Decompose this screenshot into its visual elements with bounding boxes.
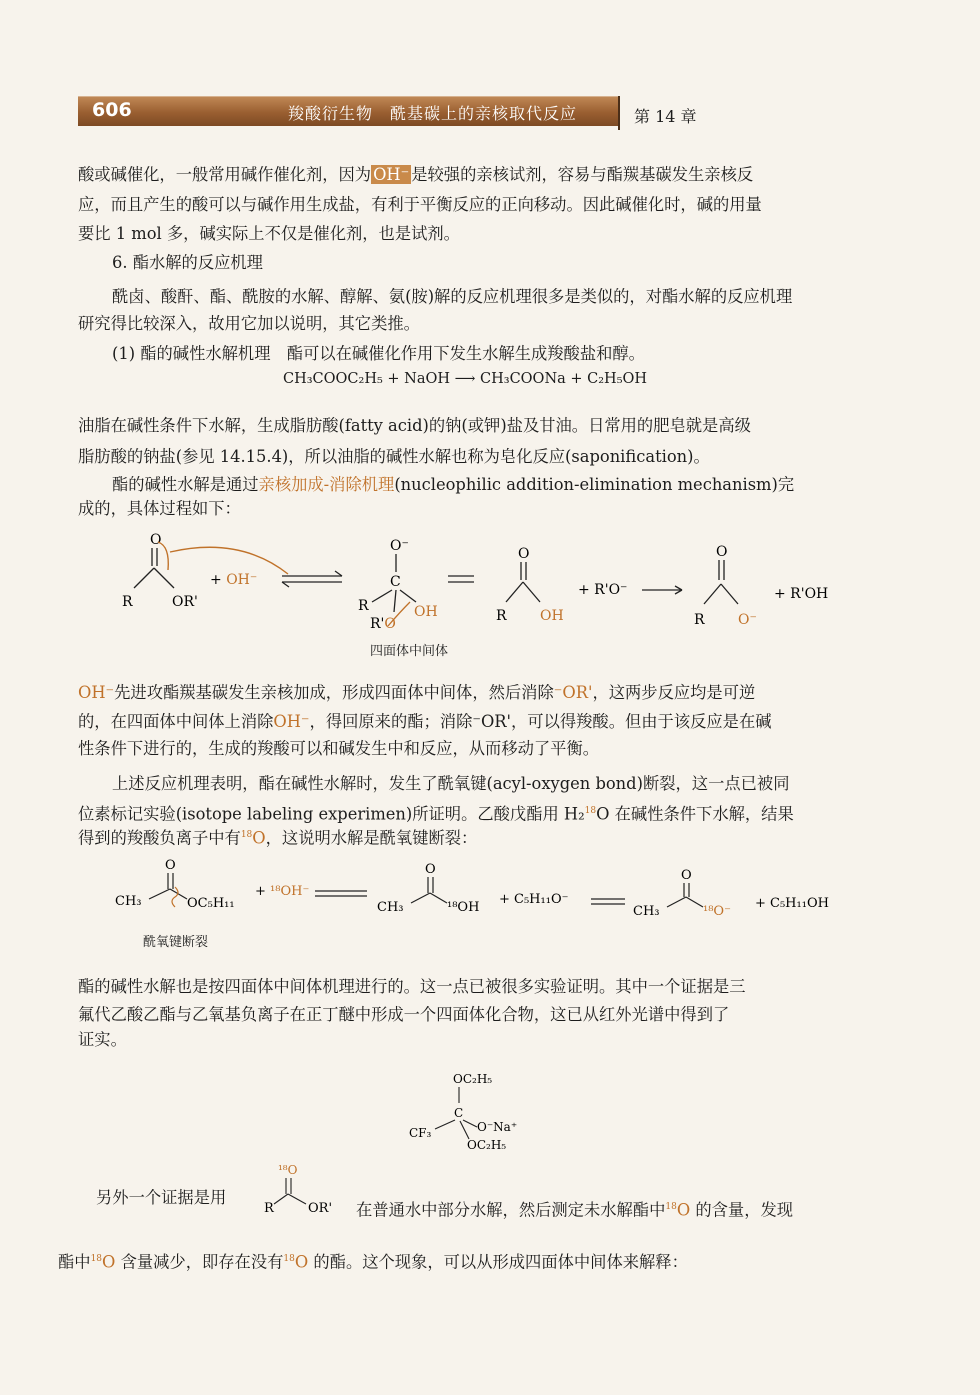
cleavage-caption: 酰氧键断裂 [143, 935, 209, 950]
group-r: R [122, 594, 133, 610]
ch3: CH₃ [115, 894, 142, 909]
bond [430, 893, 447, 903]
isotope-o: O [252, 828, 266, 848]
text: 得到的羧酸负离子中有 [78, 828, 241, 848]
term-highlight: 亲核加成-消除机理 [258, 475, 395, 494]
bond [134, 568, 154, 588]
electron-arrow [388, 602, 410, 626]
oc5h11: OC₅H₁₁ [187, 896, 235, 911]
para2-line1: 酰卤、酸酐、酯、酰胺的水解、醇解、氨(胺)解的反应机理很多是类似的，对酯水解的反应机理 [112, 287, 793, 306]
mechanism-scheme [110, 530, 870, 660]
page-number: 606 [92, 99, 132, 121]
bond [149, 889, 170, 899]
bond [154, 568, 174, 588]
para10-line [58, 1246, 688, 1276]
bond [288, 1194, 306, 1204]
tetrahedral-caption: 四面体中间体 [370, 644, 449, 659]
group-or: OR' [172, 594, 198, 610]
plus-oh: + OH⁻ [210, 572, 258, 588]
text: 酯中 [58, 1252, 91, 1272]
bond [704, 584, 721, 604]
bond [686, 897, 703, 907]
isotope-label: 18 [283, 1254, 295, 1264]
bond [460, 1121, 469, 1139]
carboxylate-18o: ¹⁸O⁻ [703, 904, 731, 919]
text: 的含量，发现 [690, 1200, 794, 1220]
bond [435, 1120, 455, 1129]
isotope-label: 18 [665, 1202, 677, 1212]
group-or: OR' [308, 1201, 333, 1216]
isotope-label: 18 [584, 806, 597, 816]
para7-line1: 上述反应机理表明，酯在碱性水解时，发生了酰氧键(acyl-oxygen bond)断裂，这一点已被同 [112, 774, 790, 793]
group-oh: OH [414, 604, 438, 620]
atom-c: C [390, 574, 401, 590]
arrowhead [335, 571, 342, 576]
chapter-label: 第 14 章 [634, 107, 697, 126]
para4-line2: 脂肪酸的钠盐(参见 14.15.4)，所以油脂的碱性水解也称为皂化反应(saponification)。 [78, 447, 710, 466]
para1-line2: 应，而且产生的酸可以与碱作用生成盐，有利于平衡反应的正向移动。因此碱催化时，碱的用量 [78, 195, 762, 214]
bond [667, 897, 686, 907]
para7-line3 [78, 822, 477, 852]
oh-highlight: OH⁻ [78, 683, 115, 702]
o-na: O⁻Na⁺ [477, 1120, 518, 1134]
text: 在普通水中部分水解，然后测定未水解酯中 [356, 1200, 666, 1220]
bond [400, 590, 416, 602]
isotope-scheme [115, 855, 855, 925]
o-minus: O⁻ [390, 538, 409, 554]
highlight-oh: OH⁻ [373, 165, 410, 184]
bond [394, 590, 396, 612]
header-divider [618, 96, 620, 130]
section-heading: 6. 酯水解的反应机理 [112, 253, 263, 272]
para6-line2 [78, 708, 772, 736]
text: 是较强的亲核试剂，容易与酯羰基碳发生亲核反 [411, 165, 754, 184]
bond [411, 893, 430, 903]
or-highlight: ⁻OR' [553, 683, 593, 702]
equation-saponification: CH₃COOC₂H₅ + NaOH ⟶ CH₃COONa + C₂H₅OH [283, 371, 648, 387]
oh-highlight: OH⁻ [273, 712, 310, 731]
atom-o: O [681, 868, 692, 883]
para8-line2: 氟代乙酸乙酯与乙氧基负离子在正丁醚中形成一个四面体化合物，这已从红外光谱中得到了 [78, 1005, 730, 1024]
bond [170, 889, 187, 899]
bond [372, 590, 392, 602]
group-r: R [694, 612, 705, 628]
isotope-o: ¹⁸O [278, 1163, 298, 1177]
para2-line2: 研究得比较深入，故用它加以说明，其它类推。 [78, 314, 420, 333]
cf3: CF₃ [409, 1126, 432, 1140]
text: ，这说明水解是酰氧键断裂： [265, 828, 478, 848]
para1-line3: 要比 1 mol 多，碱实际上不仅是催化剂，也是试剂。 [78, 224, 460, 243]
text: ，得回原来的酯；消除⁻OR'，可以得羧酸。但由于该反应是在碱 [309, 712, 772, 731]
text: 酸或碱催化，一般常用碱作催化剂，因为 [78, 165, 372, 184]
para4-line1: 油脂在碱性条件下水解，生成脂肪酸(fatty acid)的钠(或钾)盐及甘油。日常用的肥皂就是高级 [78, 416, 751, 435]
group-r: R [358, 598, 369, 614]
bond [463, 1120, 477, 1127]
plus-c5h11o: + C₅H₁₁O⁻ [499, 892, 569, 907]
atom-o: O [165, 858, 176, 873]
arrowhead [282, 582, 289, 587]
labeled-ester [262, 1160, 352, 1220]
isotope-o: O [102, 1252, 116, 1272]
para8-line1: 酯的碱性水解也是按四面体中间体机理进行的。这一点已被很多实验证明。其中一个证据是三 [78, 977, 746, 996]
text: 的，在四面体中间体上消除 [78, 712, 274, 731]
ch3: CH₃ [377, 900, 404, 915]
atom-o: O [425, 862, 436, 877]
acid-18oh: ¹⁸OH [447, 900, 480, 915]
group-oh: OH [540, 608, 564, 624]
group-ro: R'O [370, 616, 396, 632]
electron-arrow [170, 547, 288, 574]
atom-o: O [150, 532, 162, 548]
bond [274, 1194, 288, 1204]
para5-line2: 成的，具体过程如下： [78, 499, 241, 518]
para1-line1 [78, 161, 753, 189]
para3-line: (1) 酯的碱性水解机理 酯可以在碱催化作用下发生水解生成羧酸盐和醇。 [112, 344, 645, 363]
text: ，这两步反应均是可逆 [592, 683, 756, 702]
para6-line3: 性条件下进行的，生成的羧酸可以和碱发生中和反应，从而移动了平衡。 [78, 739, 600, 758]
text: O 在碱性条件下水解，结果 [596, 804, 794, 824]
group-r: R [264, 1201, 274, 1216]
bond [523, 582, 540, 602]
text: 的酯。这个现象，可以从形成四面体中间体来解释： [308, 1252, 688, 1272]
tetrahedral-compound [405, 1065, 565, 1155]
o-minus: O⁻ [738, 612, 757, 628]
isotope-label: 18 [90, 1254, 103, 1264]
atom-o: O [518, 546, 530, 562]
bond-cleavage-mark [172, 887, 178, 907]
plus-c5h11oh: + C₅H₁₁OH [755, 896, 829, 911]
isotope-o: O [676, 1200, 691, 1220]
plus-18oh: + ¹⁸OH⁻ [255, 884, 310, 899]
text: (nucleophilic addition-elimination mechanism)完 [394, 475, 795, 494]
text: 先进攻酯羰基碳发生亲核加成，形成四面体中间体，然后消除 [114, 683, 554, 702]
atom-c: C [454, 1106, 464, 1120]
plus-roh: + R'OH [774, 586, 829, 602]
para9-lead: 另外一个证据是用 [96, 1188, 227, 1207]
page-header [78, 96, 918, 130]
text: 酯的碱性水解是通过 [112, 475, 259, 494]
text: 位素标记实验(isotope labeling experimen)所证明。乙酸戊酯用 H₂ [78, 804, 585, 824]
isotope-o: O [294, 1252, 309, 1272]
ch3: CH₃ [633, 904, 660, 919]
atom-o: O [716, 544, 728, 560]
oc2h5-bottom: OC₂H₅ [467, 1138, 507, 1152]
para6-line1 [78, 679, 755, 707]
para9-rest [356, 1194, 793, 1224]
header-title: 羧酸衍生物 酰基碳上的亲核取代反应 [288, 104, 578, 123]
bond [721, 584, 738, 604]
para8-line3: 证实。 [78, 1030, 127, 1049]
bond [506, 582, 523, 602]
group-r: R [496, 608, 507, 624]
isotope-label: 18 [240, 830, 253, 840]
plus-ro: + R'O⁻ [578, 582, 628, 598]
oc2h5-top: OC₂H₅ [453, 1072, 493, 1086]
text: 含量减少，即存在没有 [115, 1252, 284, 1272]
